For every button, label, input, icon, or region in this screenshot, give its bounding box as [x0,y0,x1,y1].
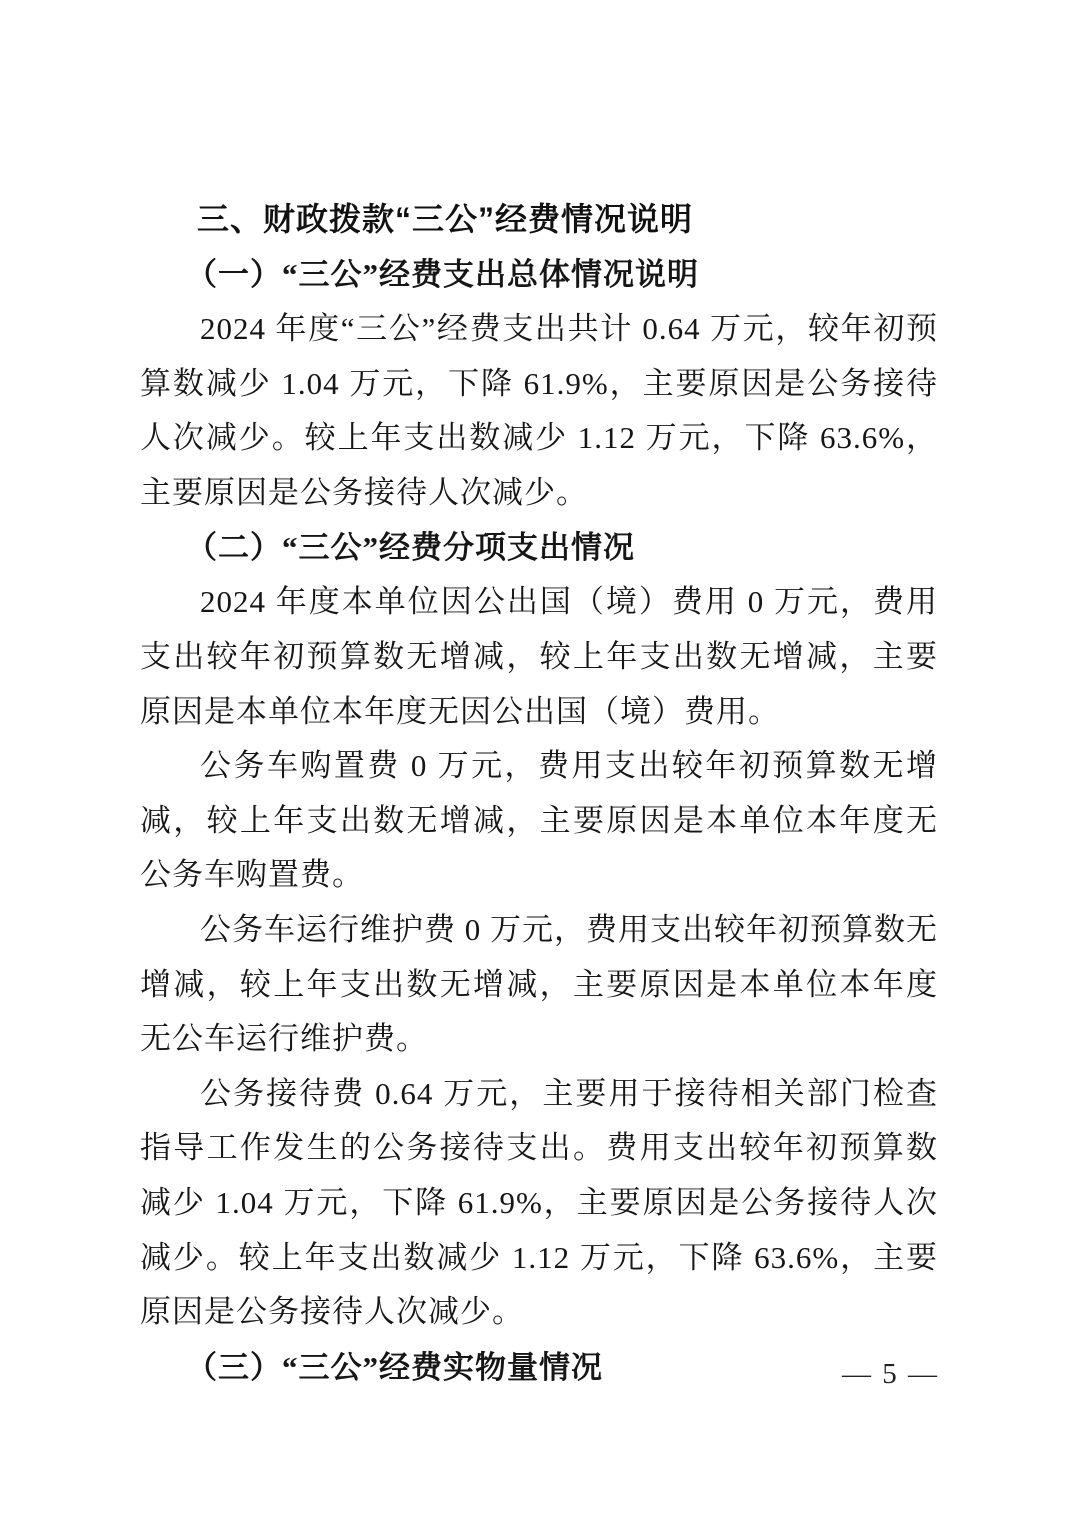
page-number: — 5 — [842,1358,939,1390]
paragraph-abroad-expense: 2024 年度本单位因公出国（境）费用 0 万元，费用支出较年初预算数无增减，较上年支出数无增减，主要原因是本单位本年度无因公出国（境）费用。 [140,584,938,729]
subsection-heading-2: （二）“三公”经费分项支出情况 [186,530,635,566]
subsection-heading-1: （一）“三公”经费支出总体情况说明 [186,257,699,292]
subsection-heading-3: （三）“三公”经费实物量情况 [186,1349,603,1385]
paragraph-vehicle-maintenance: 公务车运行维护费 0 万元，费用支出较年初预算数无增减，较上年支出数无增减，主要原因是本单位本年度无公车运行维护费。 [140,911,938,1057]
document-body [140,192,938,1395]
paragraph-total-overview: 2024 年度“三公”经费支出共计 0.64 万元，较年初预算数减少 1.04 万元，下降 61.9%，主要原因是公务接待人次减少。较上年支出数减少 1.12 万元，下降 63.6%，主要原因是公务接待人次减少。 [140,311,938,510]
paragraph-official-reception: 公务接待费 0.64 万元，主要用于接待相关部门检查指导工作发生的公务接待支出。费用支出较年初预算数减少 1.04 万元，下降 61.9%，主要原因是公务接待人次减少。较上年支出数减少 1.12 万元，下降 63.6%，主要原因是公务接待人次减少。 [140,1075,938,1330]
paragraph-vehicle-purchase: 公务车购置费 0 万元，费用支出较年初预算数无增减，较上年支出数无增减，主要原因是本单位本年度无公务车购置费。 [140,748,938,893]
section-heading: 三、财政拨款“三公”经费情况说明 [197,201,694,237]
